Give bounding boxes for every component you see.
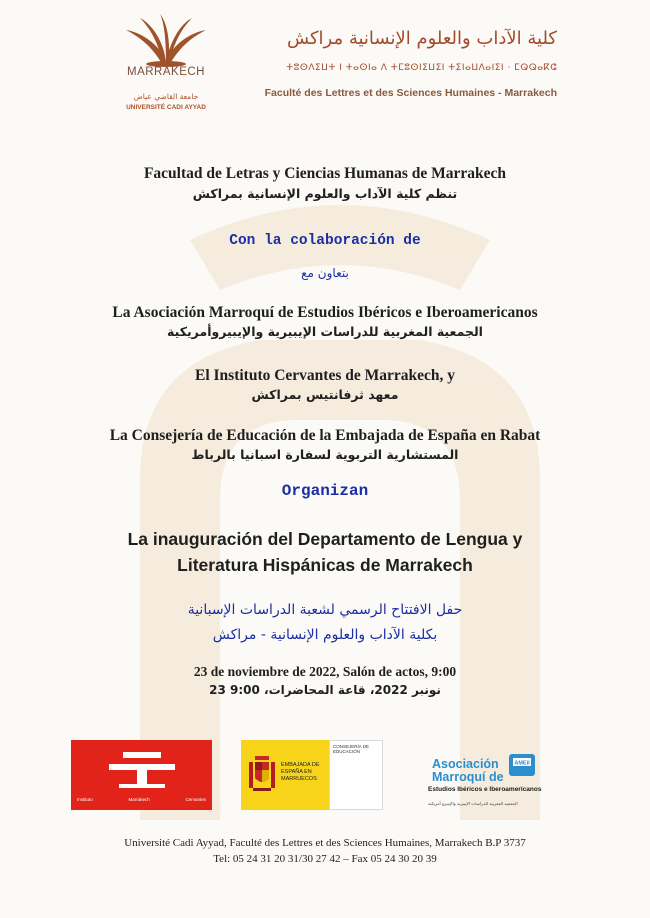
cervantes-emblem-icon <box>71 740 212 796</box>
cervantes-label-right: Cervantes <box>185 797 206 802</box>
faculty-title-es: Facultad de Letras y Ciencias Humanas de Marrakech <box>143 165 507 182</box>
partner-consejeria-es: La Consejería de Educación de la Embajada de España en Rabat <box>109 427 541 444</box>
cervantes-logo <box>71 740 212 810</box>
cervantes-label <box>77 797 206 802</box>
event-title-line1: La inauguración del Departamento de Lengua y <box>127 529 523 549</box>
spain-embassy-logo <box>241 740 383 810</box>
faculty-name-ar: كلية الآداب والعلوم الإنسانية مراكش <box>287 28 557 49</box>
logo-university-ar: جامعة القاضي عياض <box>133 92 199 101</box>
faculty-name-tifinagh: ⵜⵓⵙⴷⵉⵡⵜ ⵏ ⵜⴰⵙⵏⴰ ⴷ ⵜⵎⵓⵙⵏⵉⵡⵉⵏ ⵜⵉⵏⴰⵡⴷⴰⵏⵉⵏ · ⵎⵕⵕⴰⴽⵛ <box>286 63 557 73</box>
partner-cervantes-es: El Instituto Cervantes de Marrakech, y <box>194 367 456 384</box>
organize-heading: Organizan <box>281 482 369 500</box>
university-logo <box>118 12 214 116</box>
amei-logo <box>428 744 586 810</box>
collaboration-heading-ar: بتعاون مع <box>301 266 349 280</box>
partner-cervantes-ar: معهد ثرفانتيس بمراكش <box>251 387 399 402</box>
spain-embassy-text: EMBAJADA DE ESPAÑA EN MARRUECOS <box>281 762 320 782</box>
collaboration-heading-es: Con la colaboración de <box>229 233 421 249</box>
amei-subtitle-ar: الجمعية المغربية للدراسات الإيبيرية والإيبيرو أمريكية <box>428 801 518 806</box>
partner-consejeria-ar: المستشارية التربوية لسفارة اسبانيا بالرباط <box>191 447 459 462</box>
footer-address: Université Cadi Ayyad, Faculté des Lettres et des Sciences Humaines, Marrakech B.P 3737 <box>124 837 526 849</box>
event-title-ar-line2: بكلية الآداب والعلوم الإنسانية - مراكش <box>212 627 438 643</box>
cervantes-label-left: Instituto <box>77 797 93 802</box>
event-title-line2: Literatura Hispánicas de Marrakech <box>177 555 473 575</box>
amei-badge-text: AMEII <box>514 760 530 767</box>
logo-university-name: UNIVERSITÉ CADI AYYAD <box>126 104 206 111</box>
cervantes-label-city: Marrakech <box>128 797 150 802</box>
partner-amei-es: La Asociación Marroquí de Estudios Ibéricos e Iberoamericanos <box>112 304 538 321</box>
spain-consejeria-text: CONSEJERÍA DE EDUCACIÓN <box>333 744 370 754</box>
amei-book-badge-icon <box>508 750 536 778</box>
event-date-ar: 23 نونبر 2022، قاعة المحاضرات، 9:00 <box>209 683 441 697</box>
logo-city-name: MARRAKECH <box>127 66 205 78</box>
footer-phone: Tel: 05 24 31 20 31/30 27 42 – Fax 05 24 30 20 39 <box>213 853 437 865</box>
partner-amei-ar: الجمعية المغربية للدراسات الإيبيرية والإيبيروأمريكية <box>167 324 483 339</box>
event-date-es: 23 de noviembre de 2022, Salón de actos, 9:00 <box>193 664 457 679</box>
faculty-title-ar: تنظم كلية الآداب والعلوم الإنسانية بمراكش <box>192 186 458 201</box>
amei-subtitle: Estudios Ibéricos e Iberoamericanos <box>428 786 542 793</box>
faculty-name-fr: Faculté des Lettres et des Sciences Humaines - Marrakech <box>264 87 557 99</box>
event-title-ar-line1: حفل الافتتاح الرسمي لشعبة الدراسات الإسبانية <box>187 602 463 618</box>
spain-coat-of-arms-icon <box>247 752 277 796</box>
amei-title-line2: Marroquí de <box>432 770 504 784</box>
palm-emblem-icon <box>118 12 214 68</box>
amei-title <box>432 758 504 784</box>
amei-title-line1: Asociación <box>432 757 499 771</box>
